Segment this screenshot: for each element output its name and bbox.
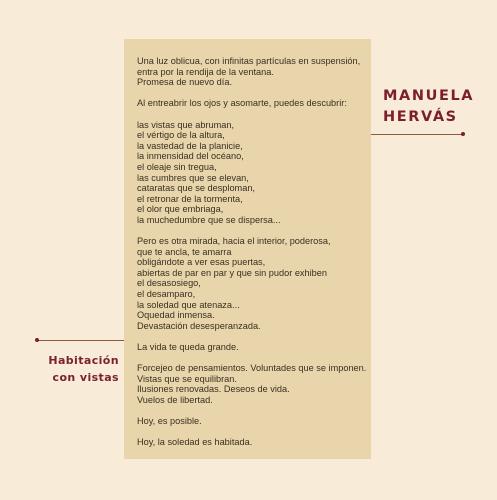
author-divider-line (371, 134, 463, 135)
poem-line: que te ancla, te amarra (137, 246, 232, 257)
poem-line: el desamparo, (137, 289, 196, 300)
poem-line: la inmensidad del océano, (137, 151, 244, 162)
poem-line: la muchedumbre que se dispersa... (137, 214, 281, 225)
poem-stanza (137, 437, 362, 448)
poem-line: Una luz oblicua, con infinitas partículas en suspensión, (137, 56, 361, 66)
poem-stanza (137, 98, 362, 109)
poem-line: abiertas de par en par y que sin pudor exhiben (137, 267, 328, 278)
poem-line: Vistas que se equilibran. (137, 373, 237, 384)
poem-line: Hoy, es posible. (137, 416, 202, 427)
poem-line: el vértigo de la altura, (137, 130, 225, 141)
poem-line: Ilusiones renovadas. Deseos de vida. (137, 384, 290, 395)
poem-line: el retronar de la tormenta, (137, 193, 243, 204)
author-name (383, 86, 493, 128)
poem-title (33, 352, 119, 386)
poem-line: Devastación desesperanzada. (137, 320, 261, 331)
poem-line: el oleaje sin tregua, (137, 161, 217, 172)
poem-line: La vida te queda grande. (137, 342, 239, 353)
author-last-name: HERVÁS (383, 109, 458, 125)
title-divider-line (37, 340, 124, 341)
poem-line: el olor que embriaga, (137, 204, 224, 215)
poem-stanza (137, 342, 362, 353)
poem-line: Promesa de nuevo día. (137, 77, 232, 88)
poem-line: Vuelos de libertad. (137, 395, 213, 405)
poem-stanza (137, 363, 367, 405)
poem-line: Oquedad inmensa. (137, 310, 215, 321)
poem-line: obligándote a ver esas puertas, (137, 257, 266, 268)
poem-line: Al entreabrir los ojos y asomarte, puedes descubrir: (137, 98, 347, 109)
poem-line: cataratas que se desploman, (137, 183, 255, 194)
author-divider-dot (461, 132, 465, 136)
poem-stanza (137, 236, 362, 331)
poem-stanza (137, 120, 362, 226)
poem-line: Hoy, la soledad es habitada. (137, 437, 253, 448)
poem-line: Forcejeo de pensamientos. Voluntades que se imponen. (137, 363, 367, 374)
author-first-name: MANUELA (383, 88, 475, 104)
poem-stanza (137, 416, 362, 427)
poem-stanza (137, 56, 362, 88)
poem-title-line-1: Habitación (48, 354, 119, 367)
title-divider-dot (35, 338, 39, 342)
poem-line: Pero es otra mirada, hacia el interior, poderosa, (137, 236, 331, 247)
poem-line: las cumbres que se elevan, (137, 172, 249, 183)
poem-line: entra por la rendija de la ventana. (137, 66, 274, 77)
poem-text (137, 56, 367, 448)
poem-line: la vastedad de la planicie, (137, 140, 243, 151)
poem-line: el desasosiego, (137, 278, 201, 289)
poem-line: la soledad que atenaza... (137, 299, 240, 310)
poem-title-line-2: con vistas (52, 371, 119, 384)
poem-line: las vistas que abruman, (137, 119, 235, 130)
